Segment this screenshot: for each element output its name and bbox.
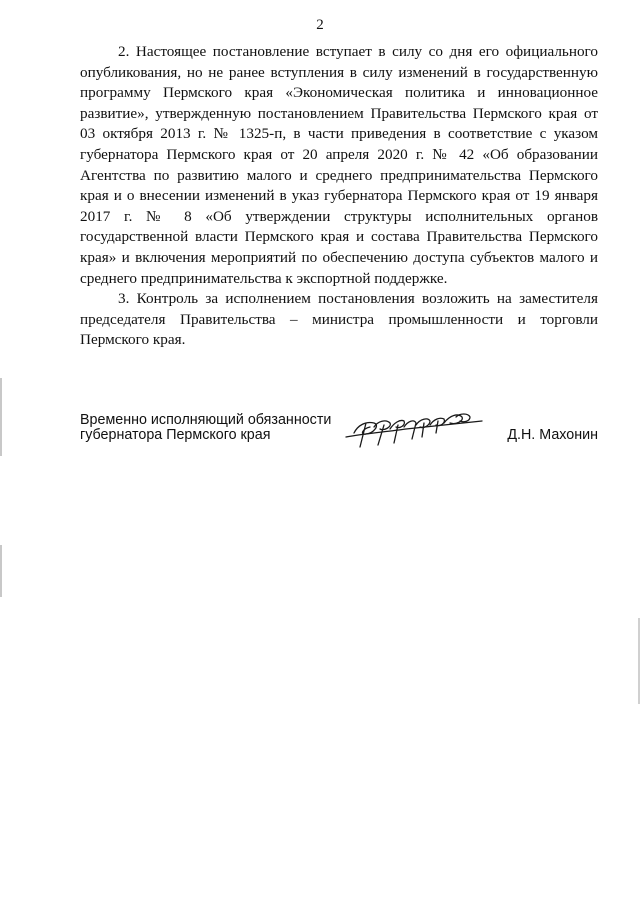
scan-edge-mark-left-1 [0, 378, 2, 456]
scan-edge-mark-left-2 [0, 545, 2, 597]
paragraph-2: 2. Настоящее постановление вступает в силу со дня его официального опубликования, но не ранее вступления в силу изменений в государственную программу Пермского края «Экономическая политика и инновационное развитие», утвержденную постановлением Правительства Пермского края от 03 октября 2013 г. № 1325-п, в части приведения в соответствие с указом губернатора Пермского края от 20 апреля 2020 г. № 42 «Об образовании Агентства по развитию малого и среднего предпринимательства Пермского края и о внесении изменений в указ губернатора Пермского края от 19 января 2017 г. № 8 «Об утверждении структуры исполнительных органов государственной власти Пермского края и состава Правительства Пермского края» и включения мероприятий по обеспечению доступа субъектов малого и среднего предпринимательства к экспортной поддержке. [80, 43, 598, 287]
signatory-title [80, 413, 331, 443]
page-number: 2 [316, 17, 324, 33]
signatory-name: Д.Н. Махонин [507, 427, 598, 443]
paragraph-3: 3. Контроль за исполнением постановления возложить на заместителя председателя Правительства – министра промышленности и торговли Пермского края. [80, 290, 598, 349]
signatory-title-line-2: губернатора Пермского края [80, 427, 271, 443]
signature-block [80, 413, 598, 453]
signatory-title-line-1: Временно исполняющий обязанности [80, 412, 332, 428]
document-body [80, 42, 598, 351]
handwritten-signature [344, 407, 484, 451]
